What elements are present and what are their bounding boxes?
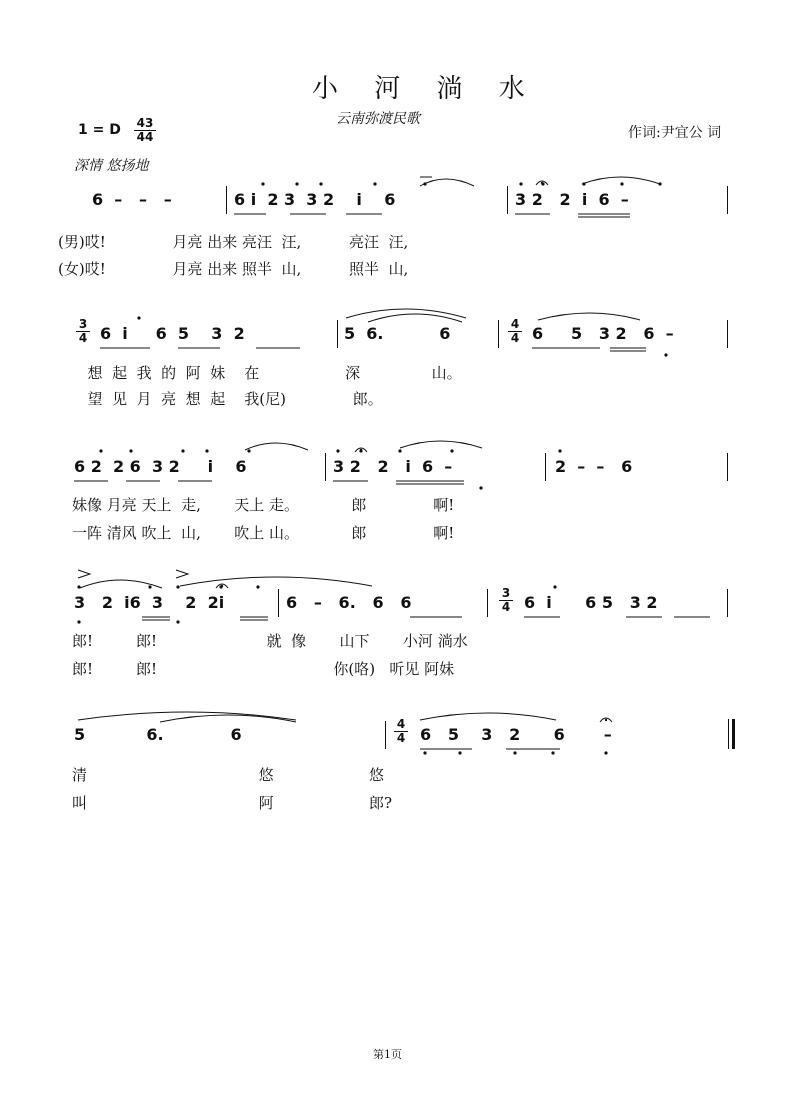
row3-lyric-male: 妹像 月亮 天上 走, 天上 走。 郎 啊! (72, 496, 455, 514)
slur (368, 314, 462, 322)
row1-lyric-female: (女)哎! 月亮 出来 照半 山, 照半 山, (58, 260, 409, 278)
row5-measure1-notes: 5 6. 6 (74, 725, 242, 744)
fermata-dot (360, 449, 362, 451)
time-sig-bottom: 4 (508, 331, 522, 345)
row4-measure1-notes: 3 2 i6 3 2 2i (74, 593, 225, 612)
octave-dot (295, 182, 298, 185)
fermata-dot (605, 719, 607, 721)
row3-measure2-notes: 3 2 2 i 6 – (333, 457, 453, 476)
slur (400, 441, 482, 448)
slur (245, 443, 308, 450)
row1-measure2-notes: 6 i 2 3 3 2 i 6 (234, 190, 396, 209)
row5-measure2-notes: 6 5 3 2 6 – (420, 725, 612, 744)
fermata-dot (221, 585, 223, 587)
row2-lyric-female: 望 见 月 亮 想 起 我(尼) 郎。 (78, 390, 383, 408)
octave-dot (398, 449, 401, 452)
row1-measure3-notes: 3 2 2 i 6 – (515, 190, 629, 209)
row2-measure1-notes: 6 i 6 5 3 2 (100, 324, 245, 343)
octave-dot (553, 585, 556, 588)
octave-dot (658, 182, 661, 185)
octave-dot (181, 449, 184, 452)
time-sig-bottom: 4 (76, 331, 90, 345)
time-sig-bottom: 4 (499, 600, 513, 614)
slur (78, 712, 296, 720)
key-signature: 1 = D (78, 122, 121, 138)
row3-lyric-female: 一阵 清风 吹上 山, 吹上 山。 郎 啊! (72, 524, 455, 542)
octave-dot (582, 182, 585, 185)
page-footer: 第1页 (373, 1048, 402, 1061)
time-sig-top: 3 (501, 586, 511, 600)
song-subtitle: 云南弥渡民歌 (336, 111, 420, 127)
octave-dot (99, 449, 102, 452)
row3-measure1-notes: 6 2 2 6 3 2 i 6 (74, 457, 247, 476)
row5-lyric-male: 清 悠 悠 (72, 766, 385, 784)
row2-measure2-notes: 5 6. 6 (344, 324, 451, 343)
slur (420, 179, 474, 186)
row3-measure3-notes: 2 – – 6 (555, 457, 633, 476)
octave-dot (176, 585, 179, 588)
time-sig-bottom: 4 (394, 731, 408, 745)
time-sig-bottom: 44 (134, 130, 156, 144)
octave-dot (423, 182, 426, 185)
octave-dot (336, 449, 339, 452)
row1-measure1-notes: 6 – – – (92, 190, 172, 209)
time-sig-top: 4 (510, 317, 520, 331)
octave-dot (319, 182, 322, 185)
song-title: 小 河 淌 水 (312, 74, 539, 104)
octave-dot (450, 449, 453, 452)
row1-lyric-male: (男)哎! 月亮 出来 亮汪 汪, 亮汪 汪, (58, 233, 409, 251)
octave-dot (77, 620, 80, 623)
row2-lyric-male: 想 起 我 的 阿 妹 在 深 山。 (78, 364, 462, 382)
slur (160, 715, 296, 722)
row4-measure3-notes: 6 i 6 5 3 2 (524, 593, 658, 612)
slur (346, 309, 466, 318)
octave-dot (247, 449, 250, 452)
accent (78, 570, 90, 578)
row4-lyric-male: 郎! 郎! 就 像 山下 小河 淌水 (72, 632, 468, 650)
time-sig-top: 3 (78, 317, 88, 331)
octave-dot (261, 182, 264, 185)
octave-dot (551, 751, 554, 754)
octave-dot (458, 751, 461, 754)
row5-lyric-female: 叫 阿 郎? (72, 794, 393, 812)
octave-dot (129, 449, 132, 452)
octave-dot (148, 585, 151, 588)
octave-dot (604, 751, 607, 754)
row2-measure3-notes: 6 5 3 2 6 – (532, 324, 674, 343)
slur (420, 713, 556, 720)
slur (538, 313, 640, 320)
octave-dot (519, 182, 522, 185)
fermata-dot (541, 182, 543, 184)
octave-dot (77, 585, 80, 588)
octave-dot (558, 449, 561, 452)
octave-dot (479, 486, 482, 489)
octave-dot (137, 316, 140, 319)
row4-lyric-female: 郎! 郎! 你(咯) 听见 阿妹 (72, 660, 455, 678)
octave-dot (423, 751, 426, 754)
octave-dot (176, 620, 179, 623)
octave-dot (256, 585, 259, 588)
octave-dot (664, 353, 667, 356)
octave-dot (373, 182, 376, 185)
lyricist-credit: 作词:尹宜公 词 (628, 125, 722, 141)
slur (180, 577, 372, 586)
octave-dot (620, 182, 623, 185)
time-sig-top: 43 (136, 116, 154, 130)
time-sig-top: 4 (396, 717, 406, 731)
accent (176, 570, 188, 578)
row4-measure2-notes: 6 – 6. 6 6 (286, 593, 412, 612)
octave-dot (513, 751, 516, 754)
octave-dot (205, 449, 208, 452)
tempo-marking: 深情 悠扬地 (74, 158, 149, 174)
